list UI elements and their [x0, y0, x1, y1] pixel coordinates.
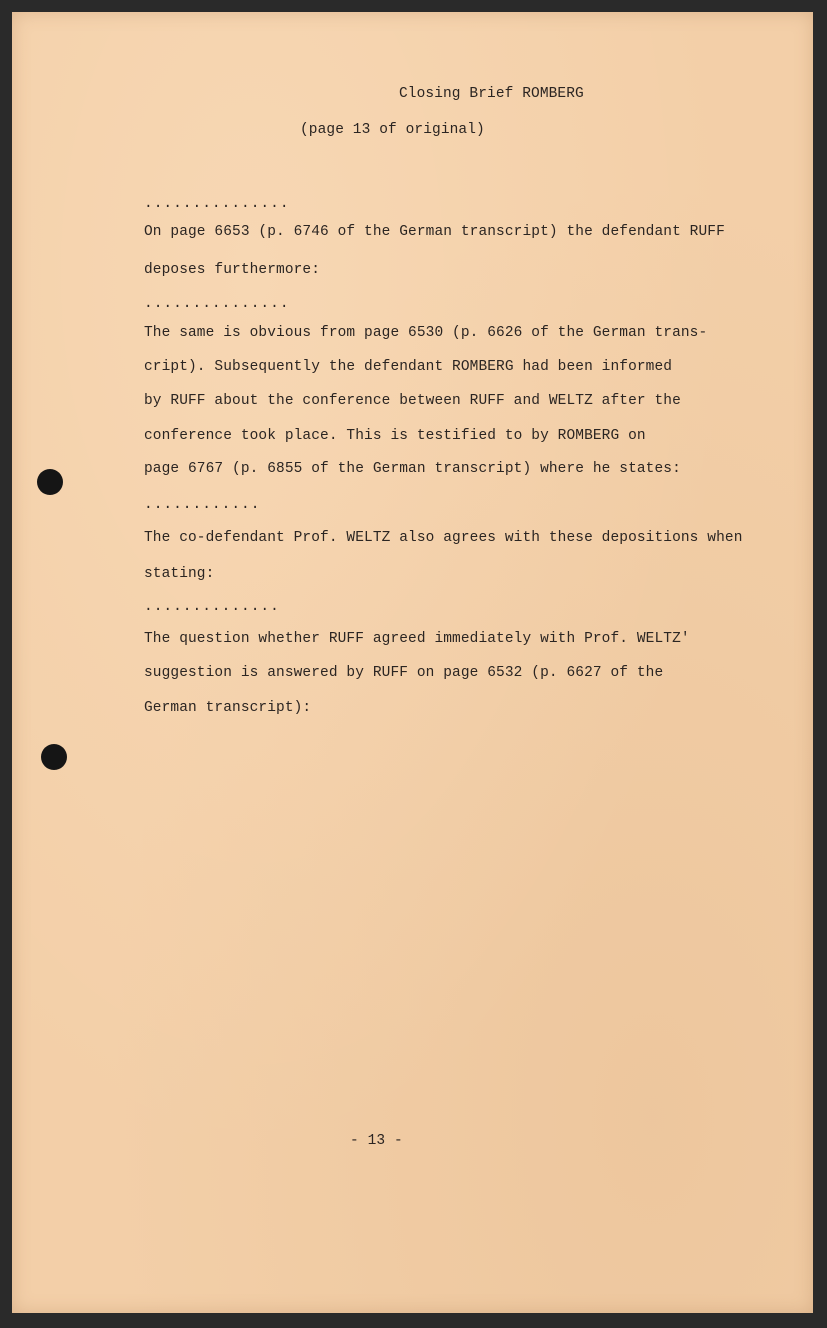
para-4-line-1: The question whether RUFF agreed immediately with Prof. WELTZ' — [144, 631, 690, 647]
para-2-line-4: conference took place. This is testified to by ROMBERG on — [144, 428, 646, 444]
para-2-line-3: by RUFF about the conference between RUFF and WELTZ after the — [144, 393, 681, 409]
para-3-line-2: stating: — [144, 566, 215, 582]
punch-hole-lower — [41, 744, 67, 770]
para-1-line-1: On page 6653 (p. 6746 of the German transcript) the defendant RUFF — [144, 224, 725, 240]
ellipsis-2: ............... — [144, 296, 290, 312]
punch-hole-upper — [37, 469, 63, 495]
para-4-line-2: suggestion is answered by RUFF on page 6532 (p. 6627 of the — [144, 665, 664, 681]
original-page-reference: (page 13 of original) — [300, 122, 485, 138]
para-2-line-5: page 6767 (p. 6855 of the German transcript) where he states: — [144, 461, 681, 477]
ellipsis-1: ............... — [144, 196, 290, 212]
ellipsis-3: ............ — [144, 497, 261, 513]
page-number: - 13 - — [350, 1133, 403, 1149]
document-title: Closing Brief ROMBERG — [399, 86, 584, 102]
para-4-line-3: German transcript): — [144, 700, 312, 716]
para-2-line-1: The same is obvious from page 6530 (p. 6626 of the German trans- — [144, 325, 708, 341]
ellipsis-4: .............. — [144, 599, 280, 615]
para-1-line-2: deposes furthermore: — [144, 262, 321, 278]
para-3-line-1: The co-defendant Prof. WELTZ also agrees with these depositions when — [144, 530, 743, 546]
para-2-line-2: cript). Subsequently the defendant ROMBERG had been informed — [144, 359, 673, 375]
document-page — [12, 12, 813, 1313]
